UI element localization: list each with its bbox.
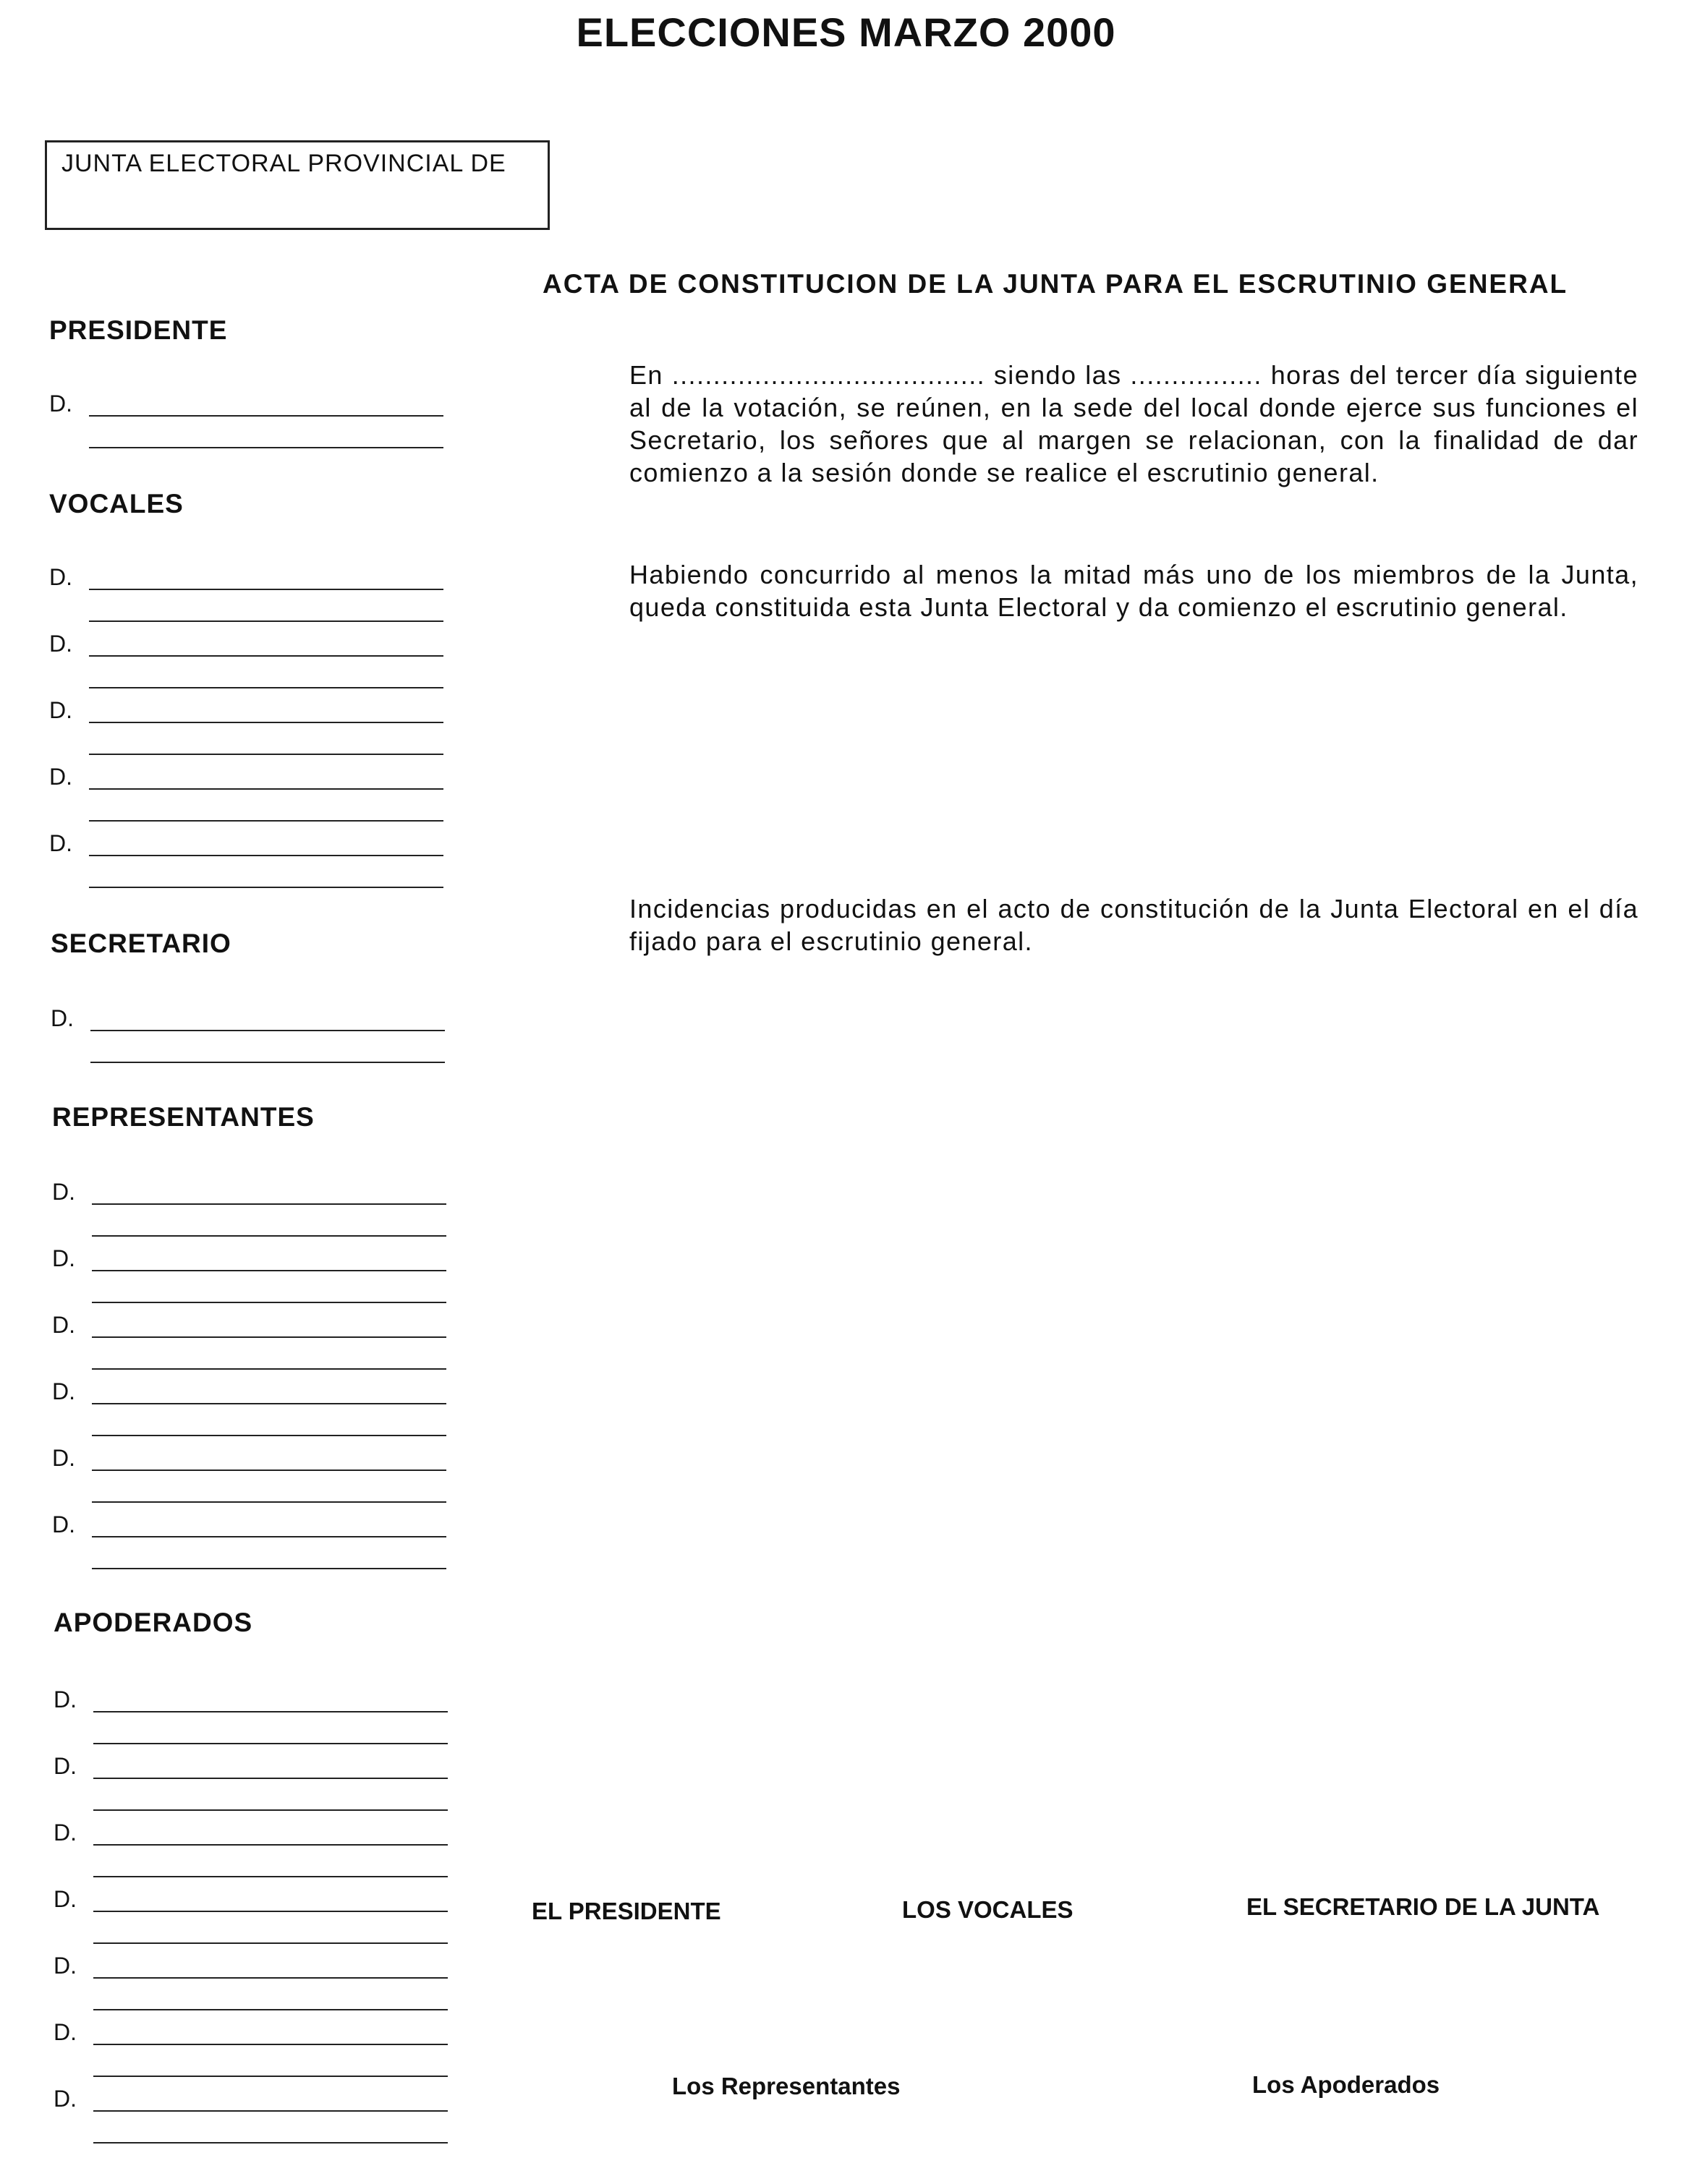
paragraph-incidencias: Incidencias producidas en el acto de constitución de la Junta Electoral en el día fijado para el escrutinio general. — [629, 894, 1638, 956]
signature-vocales: LOS VOCALES — [902, 1896, 1074, 1923]
entry-prefix-secretario: D. — [51, 1005, 74, 1031]
name-line-continuation-apoderados[interactable] — [93, 1942, 448, 1944]
name-line-vocales[interactable] — [89, 722, 443, 723]
name-line-continuation-representantes[interactable] — [92, 1302, 446, 1303]
name-line-representantes[interactable] — [92, 1536, 446, 1537]
acta-title: ACTA DE CONSTITUCION DE LA JUNTA PARA EL ESCRUTINIO GENERAL — [543, 269, 1568, 299]
name-line-representantes[interactable] — [92, 1469, 446, 1471]
name-line-apoderados[interactable] — [93, 2044, 448, 2045]
name-line-secretario[interactable] — [90, 1030, 445, 1031]
signature-secretario: EL SECRETARIO DE LA JUNTA — [1246, 1893, 1600, 1920]
name-line-continuation-vocales[interactable] — [89, 754, 443, 755]
name-line-continuation-secretario[interactable] — [90, 1062, 445, 1063]
name-line-continuation-representantes[interactable] — [92, 1368, 446, 1370]
entry-prefix-representantes: D. — [52, 1179, 75, 1205]
junta-provincial-box[interactable] — [45, 140, 550, 230]
name-line-representantes[interactable] — [92, 1203, 446, 1205]
entry-prefix-representantes: D. — [52, 1245, 75, 1271]
name-line-continuation-vocales[interactable] — [89, 820, 443, 822]
paragraph-reunion: En ...................................... siendo las ................ horas del tercer día siguiente al de la votación, se reúnen, en la sede del local donde ejerce sus funciones el Secretario, los señores que al margen se relacionan, con la finalidad de dar comienzo a la sesión donde se realice el escrutinio general. — [629, 360, 1638, 487]
section-vocales: VOCALES — [49, 489, 184, 519]
name-line-apoderados[interactable] — [93, 1778, 448, 1779]
entry-prefix-representantes: D. — [52, 1445, 75, 1471]
entry-prefix-representantes: D. — [52, 1378, 75, 1404]
name-line-continuation-apoderados[interactable] — [93, 1876, 448, 1877]
entry-prefix-apoderados: D. — [54, 2019, 77, 2045]
name-line-continuation-presidente[interactable] — [89, 447, 443, 448]
entry-prefix-apoderados: D. — [54, 1886, 77, 1912]
name-line-continuation-apoderados[interactable] — [93, 1809, 448, 1811]
signature-representantes: Los Representantes — [672, 2073, 901, 2099]
name-line-representantes[interactable] — [92, 1403, 446, 1404]
page-title: ELECCIONES MARZO 2000 — [576, 9, 1116, 55]
name-line-representantes[interactable] — [92, 1336, 446, 1338]
name-line-vocales[interactable] — [89, 589, 443, 590]
name-line-continuation-apoderados[interactable] — [93, 2076, 448, 2077]
name-line-continuation-vocales[interactable] — [89, 887, 443, 888]
signature-apoderados: Los Apoderados — [1252, 2071, 1440, 2098]
paragraph-constitucion: Habiendo concurrido al menos la mitad más uno de los miembros de la Junta, queda constituida esta Junta Electoral y da comienzo el escrutinio general. — [629, 560, 1638, 622]
entry-prefix-apoderados: D. — [54, 1953, 77, 1979]
entry-prefix-vocales: D. — [49, 697, 72, 723]
entry-prefix-presidente: D. — [49, 391, 72, 417]
section-secretario: SECRETARIO — [51, 929, 231, 958]
entry-prefix-apoderados: D. — [54, 1753, 77, 1779]
entry-prefix-vocales: D. — [49, 631, 72, 657]
entry-prefix-vocales: D. — [49, 764, 72, 790]
entry-prefix-representantes: D. — [52, 1511, 75, 1537]
name-line-apoderados[interactable] — [93, 1977, 448, 1979]
name-line-apoderados[interactable] — [93, 2110, 448, 2112]
section-representantes: REPRESENTANTES — [52, 1102, 315, 1132]
name-line-vocales[interactable] — [89, 855, 443, 856]
name-line-continuation-representantes[interactable] — [92, 1568, 446, 1569]
section-apoderados: APODERADOS — [54, 1608, 253, 1637]
signature-presidente: EL PRESIDENTE — [532, 1898, 721, 1924]
name-line-representantes[interactable] — [92, 1270, 446, 1271]
name-line-continuation-representantes[interactable] — [92, 1435, 446, 1436]
entry-prefix-apoderados: D. — [54, 2086, 77, 2112]
entry-prefix-vocales: D. — [49, 564, 72, 590]
name-line-vocales[interactable] — [89, 788, 443, 790]
name-line-apoderados[interactable] — [93, 1844, 448, 1846]
name-line-continuation-vocales[interactable] — [89, 687, 443, 688]
name-line-continuation-apoderados[interactable] — [93, 2142, 448, 2144]
name-line-presidente[interactable] — [89, 415, 443, 417]
name-line-continuation-representantes[interactable] — [92, 1501, 446, 1503]
name-line-continuation-apoderados[interactable] — [93, 1743, 448, 1744]
entry-prefix-vocales: D. — [49, 830, 72, 856]
name-line-continuation-vocales[interactable] — [89, 620, 443, 622]
name-line-apoderados[interactable] — [93, 1711, 448, 1712]
entry-prefix-apoderados: D. — [54, 1820, 77, 1846]
name-line-continuation-representantes[interactable] — [92, 1235, 446, 1237]
name-line-vocales[interactable] — [89, 655, 443, 657]
section-presidente: PRESIDENTE — [49, 315, 228, 345]
entry-prefix-representantes: D. — [52, 1312, 75, 1338]
entry-prefix-apoderados: D. — [54, 1686, 77, 1712]
name-line-apoderados[interactable] — [93, 1911, 448, 1912]
junta-provincial-label: JUNTA ELECTORAL PROVINCIAL DE — [61, 150, 506, 177]
name-line-continuation-apoderados[interactable] — [93, 2009, 448, 2010]
